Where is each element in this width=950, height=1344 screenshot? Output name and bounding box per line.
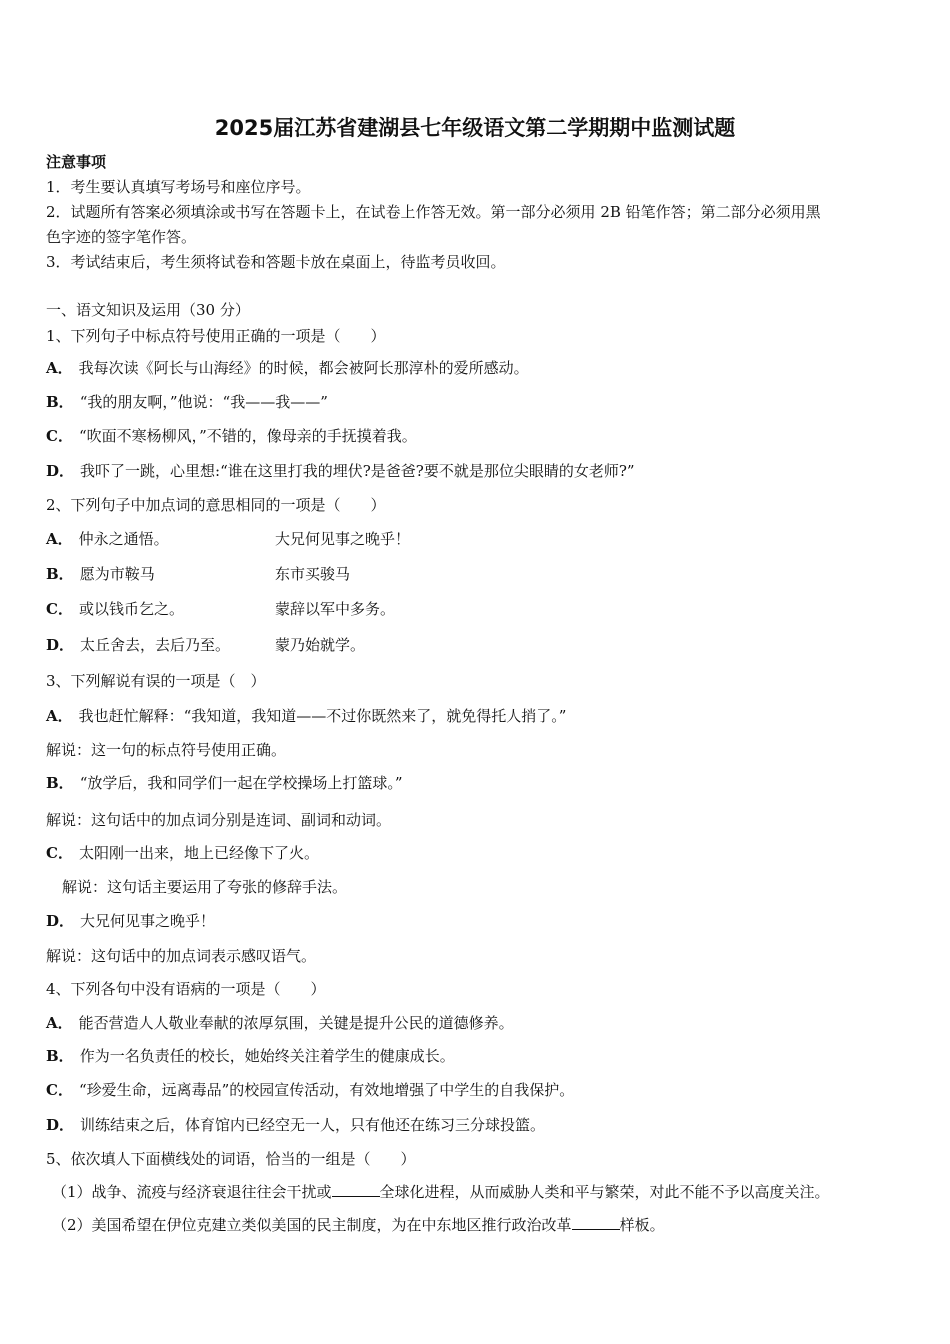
notice-item-2: 2．试题所有答案必须填涂或书写在答题卡上，在试卷上作答无效。第一部分必须用 2B 铅笔作答；第二部分必须用黑 (46, 203, 821, 221)
option-letter: D． (46, 1116, 75, 1134)
option-letter: D． (46, 912, 75, 930)
option-text-left: 愿为市鞍马 (79, 565, 155, 583)
option-letter: C． (46, 844, 73, 862)
option-letter: D． (46, 462, 75, 480)
question-3-option-c (46, 843, 319, 863)
question-4-option-c (46, 1080, 574, 1100)
option-text-right: 东市买骏马 (275, 565, 351, 583)
notice-heading: 注意事项 (46, 153, 107, 171)
option-letter: C． (46, 600, 73, 618)
question-3-option-a (46, 706, 566, 726)
question-4-option-d (46, 1115, 545, 1135)
question-3-option-b (46, 773, 403, 793)
question-2-option-d (46, 635, 546, 655)
question-1-option-a (46, 358, 529, 378)
option-letter: A． (46, 707, 73, 725)
option-letter: B． (46, 774, 74, 792)
question-5-stem: 5、依次填人下面横线处的词语，恰当的一组是（ ） (46, 1150, 416, 1168)
option-letter: B． (46, 1047, 74, 1065)
notice-item-1: 1．考生要认真填写考场号和座位序号。 (46, 178, 311, 196)
question-4-option-b (46, 1046, 455, 1066)
question-3-note-b: 解说：这句话中的加点词分别是连词、副词和动词。 (46, 811, 392, 829)
option-text: “放学后，我和同学们一起在学校操场上打篮球。” (79, 774, 403, 792)
option-text-right: 蒙乃始就学。 (275, 636, 366, 654)
question-1-stem: 1、下列句子中标点符号使用正确的一项是（ ） (46, 327, 386, 345)
sentence-text: （2）美国希望在伊位克建立类似美国的民主制度，为在中东地区推行政治改革 (52, 1216, 572, 1234)
option-letter: B． (46, 565, 74, 583)
sentence-text: （1）战争、流疫与经济衰退往往会干扰或 (52, 1183, 332, 1201)
fill-blank (332, 1182, 380, 1197)
option-text: 我每次读《阿长与山海经》的时候，都会被阿长那淳朴的爱所感动。 (78, 359, 529, 377)
sentence-text: 全球化进程，从而威胁人类和平与繁荣，对此不能不予以高度关注。 (379, 1183, 830, 1201)
option-letter: B． (46, 393, 74, 411)
question-4-option-a (46, 1013, 514, 1033)
sentence-text: 样板。 (619, 1216, 665, 1234)
option-letter: A． (46, 359, 73, 377)
option-text-left: 仲永之通悟。 (78, 530, 169, 548)
option-letter: A． (46, 1014, 73, 1032)
section-heading: 一、语文知识及运用（30 分） (46, 301, 250, 319)
option-text-left: 太丘舍去，去后乃至。 (80, 636, 231, 654)
option-text: 太阳刚一出来，地上已经像下了火。 (78, 844, 319, 862)
option-text-left: 或以钱币乞之。 (78, 600, 184, 618)
option-text: “我的朋友啊，”他说：“我——我——” (79, 393, 328, 411)
option-text: 我也赶忙解释：“我知道，我知道——不过你既然来了，就免得托人捎了。” (78, 707, 567, 725)
option-text: 能否营造人人敬业奉献的浓厚氛围，关键是提升公民的道德修养。 (78, 1014, 514, 1032)
option-text: 我吓了一跳，心里想:“谁在这里打我的埋伏?是爸爸?要不就是那位尖眼睛的女老师?” (80, 462, 635, 480)
question-3-note-a: 解说：这一句的标点符号使用正确。 (46, 741, 287, 759)
option-letter: A． (46, 530, 73, 548)
question-2-stem: 2、下列句子中加点词的意思相同的一项是（ ） (46, 496, 386, 514)
option-text: 作为一名负责任的校长，她始终关注着学生的健康成长。 (79, 1047, 455, 1065)
option-text: “珍爱生命，远离毒品”的校园宣传活动，有效地增强了中学生的自我保护。 (78, 1081, 575, 1099)
fill-blank (572, 1215, 620, 1230)
option-letter: C． (46, 427, 73, 445)
notice-item-3: 3．考试结束后，考生须将试卷和答题卡放在桌面上，待监考员收回。 (46, 253, 506, 271)
option-text: 大兄何见事之晚乎！ (80, 912, 216, 930)
option-letter: C． (46, 1081, 73, 1099)
question-1-option-d (46, 461, 635, 481)
page-title: 2025届江苏省建湖县七年级语文第二学期期中监测试题 (214, 116, 736, 140)
question-3-note-d: 解说：这句话中的加点词表示感叹语气。 (46, 947, 317, 965)
option-text: “吹面不寒杨柳风，”不错的，像母亲的手抚摸着我。 (78, 427, 417, 445)
question-2-option-b (46, 564, 546, 584)
question-2-option-a (46, 529, 546, 549)
question-1-option-b (46, 392, 328, 412)
question-2-option-c (46, 599, 546, 619)
question-3-option-d (46, 911, 215, 931)
question-5-sentence-1 (52, 1182, 830, 1202)
question-5-sentence-2 (52, 1215, 665, 1235)
question-3-note-c: 解说：这句话主要运用了夸张的修辞手法。 (62, 878, 348, 896)
option-text-right: 大兄何见事之晚乎！ (275, 530, 411, 548)
option-letter: D． (46, 636, 75, 654)
option-text-right: 蒙辞以军中多务。 (275, 600, 396, 618)
question-1-option-c (46, 426, 417, 446)
question-3-stem: 3、下列解说有误的一项是（ ） (46, 672, 266, 690)
question-4-stem: 4、下列各句中没有语病的一项是（ ） (46, 980, 326, 998)
option-text: 训练结束之后，体育馆内已经空无一人，只有他还在练习三分球投篮。 (80, 1116, 546, 1134)
notice-item-2-cont: 色字迹的签字笔作答。 (46, 228, 197, 246)
